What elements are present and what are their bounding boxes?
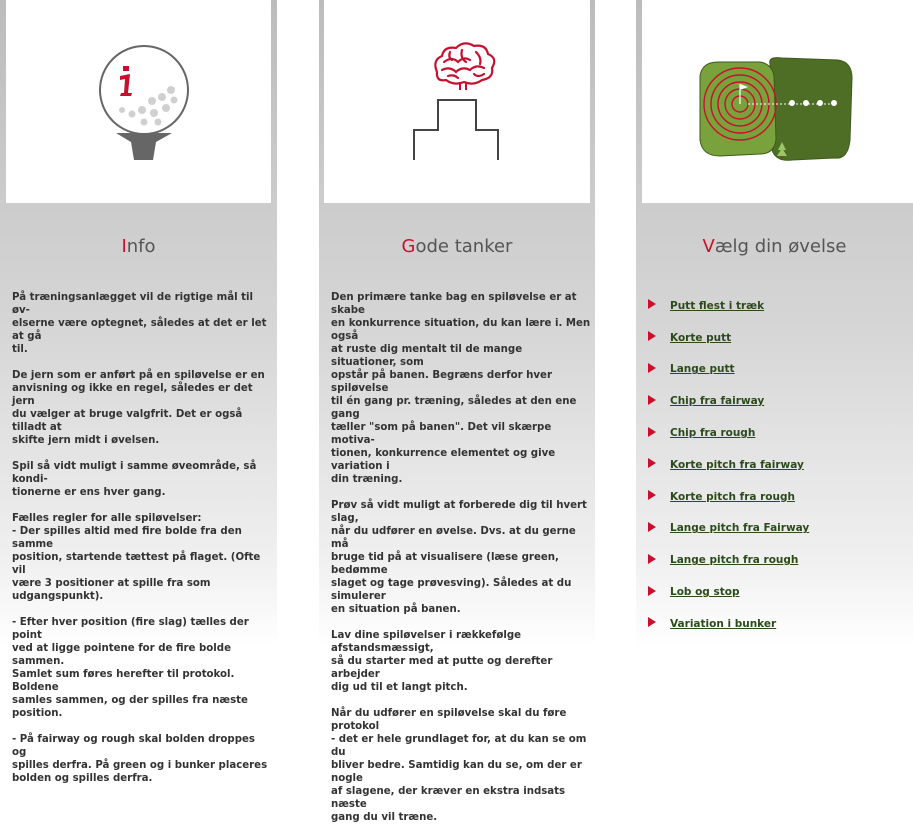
arrow-right-icon bbox=[648, 522, 656, 532]
info-title: Info bbox=[121, 236, 156, 257]
gode-tanker-title: Gode tanker bbox=[401, 236, 513, 257]
info-column bbox=[0, 0, 277, 784]
arrow-right-icon bbox=[648, 363, 656, 373]
arrow-right-icon bbox=[648, 586, 656, 596]
exercise-list bbox=[648, 290, 809, 640]
list-item bbox=[648, 576, 809, 608]
list-item bbox=[648, 513, 809, 545]
golf-green-target-icon bbox=[642, 0, 913, 203]
arrow-right-icon bbox=[648, 490, 656, 500]
arrow-right-icon bbox=[648, 458, 656, 468]
arrow-right-icon bbox=[648, 331, 656, 341]
exercise-link-variation-bunker[interactable]: Variation i bunker bbox=[670, 617, 777, 630]
exercise-link-lange-putt[interactable]: Lange putt bbox=[670, 363, 735, 376]
exercise-link-chip-fairway[interactable]: Chip fra fairway bbox=[670, 395, 765, 408]
list-item bbox=[648, 544, 809, 576]
brain-podium-icon bbox=[324, 0, 590, 203]
exercise-link-korte-pitch-rough[interactable]: Korte pitch fra rough bbox=[670, 490, 795, 503]
exercise-link-korte-putt[interactable]: Korte putt bbox=[670, 331, 732, 344]
gode-tanker-column bbox=[319, 0, 595, 823]
list-item bbox=[648, 608, 809, 640]
list-item bbox=[648, 449, 809, 481]
info-body-text: På træningsanlægget vil de rigtige mål til øv- elserne være optegnet, således at det er let at gå til. De jern som er anført på en spiløvelse er en anvisning og ikke en regel, således er det jern du vælger at bruge valgfrit. Det er også tilladt at skifte jern midt i øvelsen. Spil så vidt muligt i samme øveområde, så kondi- tionerne er ens hver gang. Fælles regler for alle spiløvelser: - Der spilles altid med fire bolde fra den samme position, startende tættest på flaget. (Ofte vil være 3 positioner at spille fra som udgangspunkt). - Efter hver position (fire slag) tælles der point ved at ligge pointene for de fire bolde sammen. Samlet sum føres herefter til protokol. Boldene samles sammen, og der spilles fra næste position. - På fairway og rough skal bolden droppes og spilles derfra. På green og i bunker placeres bolden og spilles derfra. bbox=[12, 292, 268, 784]
vaelg-oevelse-title: Vælg din øvelse bbox=[702, 236, 847, 257]
arrow-right-icon bbox=[648, 617, 656, 627]
gode-tanker-image bbox=[324, 0, 590, 203]
vaelg-oevelse-image bbox=[642, 0, 913, 203]
exercise-link-lange-pitch-fairway[interactable]: Lange pitch fra Fairway bbox=[670, 522, 810, 535]
list-item bbox=[648, 385, 809, 417]
list-item bbox=[648, 322, 809, 354]
list-item bbox=[648, 481, 809, 513]
arrow-right-icon bbox=[648, 554, 656, 564]
gode-tanker-body-text: Den primære tanke bag en spiløvelse er at skabe en konkurrence situation, du kan lære i. Men også at ruste dig mentalt til de mange situationer, som opstår på banen. Begræns derfor hver spiløvelse til én gang pr. træning, således at den ene gang tæller "som på banen". Det vil skærpe motiva- tionen, konkurrence elementet og give variation i din træning. Prøv så vidt muligt at forberede dig til hvert slag, når du udfører en øvelse. Dvs. at du gerne må bruge tid på at visualisere (læse green, bedømme slaget og tage prøvesving). Således at du simulerer en situation på banen. Lav dine spiløvelser i rækkefølge afstandsmæssigt, så du starter med at putte og derefter arbejder dig ud til et langt pitch. Når du udfører en spiløvelse skal du føre protokol - det er hele grundlaget for, at du kan se om du bliver bedre. Samtidig kan du se, om der er nogle af slagene, der kræver en ekstra indsats næste gang du vil træne. bbox=[331, 292, 591, 823]
list-item bbox=[648, 417, 809, 449]
arrow-right-icon bbox=[648, 299, 656, 309]
arrow-right-icon bbox=[648, 427, 656, 437]
arrow-right-icon bbox=[648, 395, 656, 405]
exercise-link-lob-og-stop[interactable]: Lob og stop bbox=[670, 586, 740, 599]
list-item bbox=[648, 290, 809, 322]
exercise-link-putt-flest[interactable]: Putt flest i træk bbox=[670, 299, 765, 312]
exercise-link-korte-pitch-fairway[interactable]: Korte pitch fra fairway bbox=[670, 458, 804, 471]
exercise-link-lange-pitch-rough[interactable]: Lange pitch fra rough bbox=[670, 554, 799, 567]
list-item bbox=[648, 354, 809, 386]
info-image bbox=[6, 0, 271, 203]
vaelg-oevelse-column bbox=[636, 0, 913, 647]
exercise-link-chip-rough[interactable]: Chip fra rough bbox=[670, 427, 756, 440]
golf-ball-info-icon bbox=[6, 0, 271, 203]
